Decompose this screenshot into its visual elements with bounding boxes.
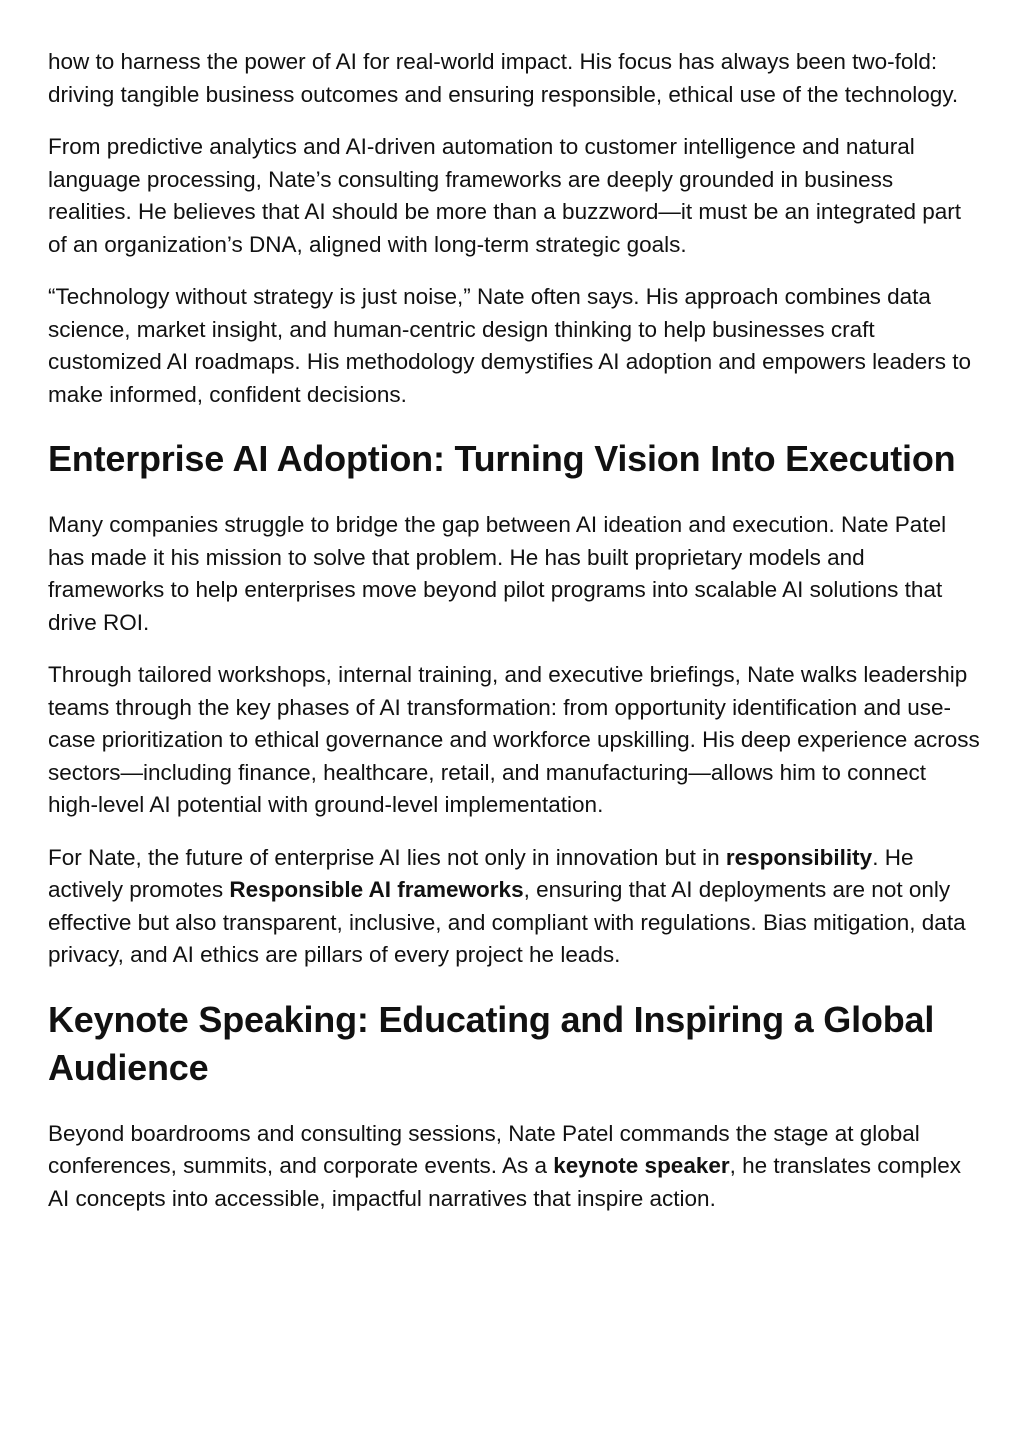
bold-responsibility: responsibility xyxy=(725,844,873,870)
text-run: , ensuring that AI deployments are not only effective but also transparent, inclusive, and compliant with regulations. Bias mitigation, data privacy, and AI ethics are pillars of every project he leads. xyxy=(48,877,966,967)
enterprise-section-heading: Enterprise AI Adoption: Turning Vision Into Execution xyxy=(48,438,956,479)
keynote-section-heading: Keynote Speaking: Educating and Inspiring a Global Audience xyxy=(48,998,935,1088)
intro-paragraph-2: From predictive analytics and AI-driven automation to customer intelligence and natural language processing, Nate’s consulting frameworks are deeply grounded in business realities. He believes that AI should be more than a buzzword—it must be an integrated part of an organization’s DNA, aligned with long-term strategic goals. xyxy=(48,134,962,257)
text-run: . He actively promotes xyxy=(48,844,914,902)
bold-responsible-ai-frameworks: Responsible AI frameworks xyxy=(229,877,524,902)
enterprise-paragraph-3 xyxy=(48,842,980,972)
document-page xyxy=(48,46,980,1235)
enterprise-paragraph-1: Many companies struggle to bridge the gap between AI ideation and execution. Nate Patel has made it his mission to solve that problem. He has built proprietary models and frameworks to help enterprises move beyond pilot programs into scalable AI solutions that drive ROI. xyxy=(48,512,947,635)
text-run: Beyond boardrooms and consulting sessions, Nate Patel commands the stage at global conferences, summits, and corporate events. As a xyxy=(48,1120,920,1178)
text-run: For Nate, the future of enterprise AI lies not only in innovation but in xyxy=(48,844,726,870)
intro-paragraph-1: how to harness the power of AI for real-world impact. His focus has always been two-fold: driving tangible business outcomes and ensuring responsible, ethical use of the technology. xyxy=(48,49,959,107)
intro-paragraph-3: “Technology without strategy is just noise,” Nate often says. His approach combines data science, market insight, and human-centric design thinking to help businesses craft customized AI roadmaps. His methodology demystifies AI adoption and empowers leaders to make informed, confident decisions. xyxy=(48,284,971,407)
keynote-paragraph-1 xyxy=(48,1118,980,1216)
text-run: , he translates complex AI concepts into accessible, impactful narratives that inspire action. xyxy=(48,1153,961,1211)
bold-keynote-speaker: keynote speaker xyxy=(553,1153,730,1178)
enterprise-paragraph-2: Through tailored workshops, internal training, and executive briefings, Nate walks leadership teams through the key phases of AI transformation: from opportunity identification and use-case prioritization to ethical governance and workforce upskilling. His deep experience across sectors—including finance, healthcare, retail, and manufacturing—allows him to connect high-level AI potential with ground-level implementation. xyxy=(48,662,980,817)
